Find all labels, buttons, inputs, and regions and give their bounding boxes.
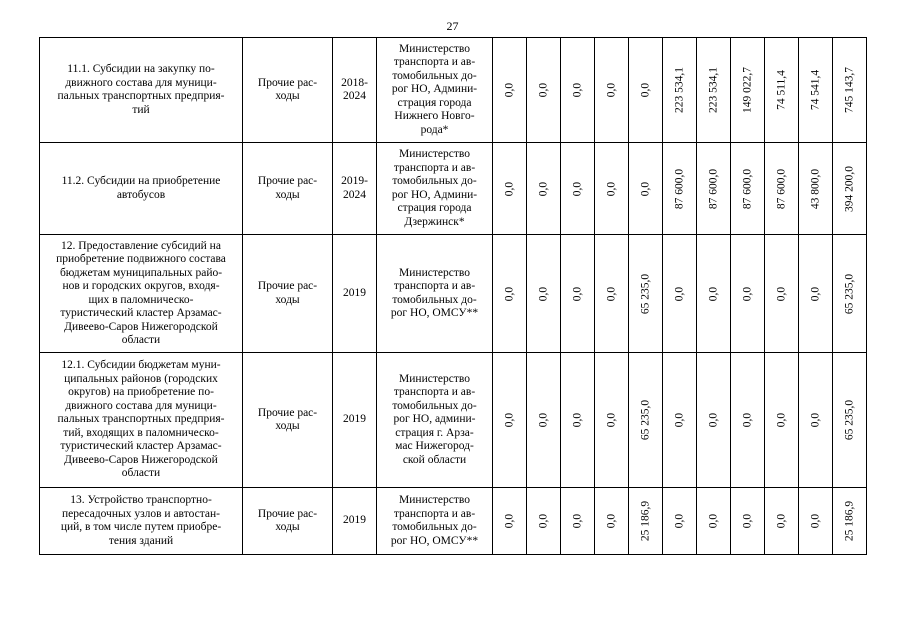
amount-cell-text: 0,0 [706,286,719,301]
executor-cell-text: Министерство транспорта и ав- томобильных до- рог НО, ОМСУ** [390,494,479,547]
amount-cell [799,143,833,235]
amount-cell [595,353,629,488]
amount-cell [561,235,595,353]
table-row [40,38,867,143]
executor-cell [377,143,493,235]
years-cell [333,38,377,143]
amount-cell [629,38,663,143]
amount-cell [731,235,765,353]
page-number: 27 [446,19,459,33]
funding-type-cell [243,235,333,353]
executor-cell [377,353,493,488]
amount-cell [595,488,629,555]
executor-cell [377,488,493,555]
amount-cell [833,143,867,235]
amount-cell [663,235,697,353]
amount-cell-text: 0,0 [536,286,549,301]
measure-description-cell-text: 12. Предоставление субсидий на приобретение подвижного состава бюджетам муниципальных райо- нов и городских округов, входя- щих в паломническо- туристический кластер Арзамас- Дивеево-Саров Нижегородской области [56,239,226,346]
funding-type-cell [243,143,333,235]
amount-cell-text: 65 235,0 [842,273,855,314]
amount-cell [595,235,629,353]
amount-cell [765,235,799,353]
amount-cell-text: 0,0 [808,286,821,301]
funding-type-cell-text: Прочие рас- ходы [257,406,318,432]
amount-cell [765,143,799,235]
amount-cell-text: 0,0 [536,82,549,98]
measure-description-cell [40,143,243,235]
measure-description-cell [40,38,243,143]
amount-cell-text: 223 534,1 [706,67,719,113]
amount-cell [561,353,595,488]
amount-cell [765,353,799,488]
amount-cell [629,353,663,488]
amount-cell [527,353,561,488]
years-cell-text: 2019- 2024 [341,175,368,201]
amount-cell [697,38,731,143]
amount-cell [663,38,697,143]
measure-description-cell [40,488,243,555]
amount-cell-text: 43 800,0 [808,168,821,209]
funding-type-cell-text: Прочие рас- ходы [257,280,318,306]
amount-cell [493,488,527,555]
executor-cell [377,235,493,353]
amount-cell-text: 65 235,0 [638,399,651,441]
measure-description-cell-text: 13. Устройство транспортно- пересадочных узлов и автостан- ций, в том числе путем приобре- тения зданий [60,494,222,547]
amount-cell [493,143,527,235]
amount-cell-text: 223 534,1 [672,67,685,113]
amount-cell-text: 0,0 [808,412,821,428]
amount-cell-text: 394 200,0 [842,165,855,212]
amount-cell-text: 0,0 [502,181,515,196]
amount-cell [493,38,527,143]
amount-cell-text: 0,0 [774,412,787,428]
amount-cell-text: 0,0 [638,181,651,196]
amount-cell-text: 0,0 [638,82,651,98]
amount-cell [527,488,561,555]
amount-cell [731,143,765,235]
amount-cell [799,353,833,488]
amount-cell-text: 0,0 [604,513,617,529]
amount-cell [629,488,663,555]
amount-cell [663,353,697,488]
table-row [40,353,867,488]
amount-cell-text: 0,0 [774,513,787,529]
amount-cell-text: 0,0 [706,412,719,428]
amount-cell-text: 87 600,0 [740,168,753,209]
amount-cell-text: 25 186,9 [638,500,651,542]
amount-cell-text: 87 600,0 [706,168,719,209]
amount-cell-text: 65 235,0 [638,273,651,314]
amount-cell-text: 0,0 [672,286,685,301]
executor-cell-text: Министерство транспорта и ав- томобильных до- рог НО, Админи- страция города Дзержинск* [391,148,478,228]
amount-cell [663,143,697,235]
amount-cell-text: 0,0 [502,82,515,98]
amount-cell-text: 0,0 [536,412,549,428]
measure-description-cell-text: 11.1. Субсидии на закупку по- движного состава для муници- пальных транспортных предприя- тий [57,63,225,116]
amount-cell-text: 0,0 [502,513,515,529]
executor-cell [377,38,493,143]
amount-cell-text: 74 511,4 [774,70,787,110]
amount-cell-text: 0,0 [672,412,685,428]
amount-cell-text: 149 022,7 [740,67,753,113]
amount-cell [493,235,527,353]
amount-cell-text: 0,0 [774,286,787,301]
amount-cell-text: 0,0 [604,286,617,301]
amount-cell [765,38,799,143]
amount-cell-text: 0,0 [604,181,617,196]
amount-cell [561,38,595,143]
amount-cell [833,353,867,488]
amount-cell [799,38,833,143]
amount-cell-text: 0,0 [740,513,753,529]
amount-cell [765,488,799,555]
amount-cell [697,353,731,488]
amount-cell [697,235,731,353]
amount-cell-text: 0,0 [604,412,617,428]
years-cell-text: 2019 [343,286,366,299]
amount-cell [697,143,731,235]
measure-description-cell-text: 12.1. Субсидии бюджетам муни- ципальных районов (городских округов) на приобретение по- движного состава для муници- пальных транспортных предприя- тий, входящих в паломническо- туристический кластер Арзамас- Дивеево-Саров Нижегородской области [57,359,225,480]
amount-cell-text: 0,0 [808,513,821,529]
years-cell [333,488,377,555]
funding-type-cell [243,488,333,555]
table-body [40,38,867,555]
amount-cell-text: 0,0 [570,181,583,196]
amount-cell [799,235,833,353]
amount-cell [799,488,833,555]
amount-cell [629,143,663,235]
amount-cell [629,235,663,353]
years-cell-text: 2019 [343,413,366,426]
amount-cell [527,38,561,143]
amount-cell-text: 745 143,7 [842,67,855,113]
amount-cell [731,488,765,555]
amount-cell-text: 0,0 [536,513,549,529]
amount-cell [731,353,765,488]
amount-cell [561,488,595,555]
amount-cell-text: 25 186,9 [842,500,855,542]
measure-description-cell [40,235,243,353]
executor-cell-text: Министерство транспорта и ав- томобильных до- рог НО, ОМСУ** [390,266,479,319]
amount-cell-text: 87 600,0 [672,168,685,209]
executor-cell-text: Министерство транспорта и ав- томобильных до- рог НО, Админи- страция города Нижнего Новго- рода* [391,42,478,136]
amount-cell [833,235,867,353]
amount-cell-text: 74 541,4 [808,69,821,111]
amount-cell [731,38,765,143]
amount-cell-text: 0,0 [740,286,753,301]
table-row [40,143,867,235]
funding-type-cell-text: Прочие рас- ходы [257,76,318,102]
funding-type-cell [243,38,333,143]
years-cell [333,143,377,235]
amount-cell-text: 0,0 [706,513,719,529]
amount-cell [663,488,697,555]
budget-table [39,37,867,555]
amount-cell [833,38,867,143]
amount-cell-text: 0,0 [502,412,515,428]
amount-cell-text: 0,0 [570,286,583,301]
amount-cell [595,38,629,143]
amount-cell-text: 0,0 [502,286,515,301]
amount-cell-text: 0,0 [570,513,583,529]
measure-description-cell-text: 11.2. Субсидии на приобретение автобусов [61,175,221,201]
amount-cell-text: 87 600,0 [774,168,787,209]
amount-cell [561,143,595,235]
amount-cell-text: 65 235,0 [842,399,855,441]
years-cell-text: 2018- 2024 [341,76,368,102]
amount-cell [833,488,867,555]
measure-description-cell [40,353,243,488]
years-cell [333,353,377,488]
amount-cell-text: 0,0 [570,82,583,98]
amount-cell-text: 0,0 [672,513,685,529]
amount-cell-text: 0,0 [604,82,617,98]
amount-cell [527,143,561,235]
amount-cell-text: 0,0 [740,412,753,428]
table-row [40,235,867,353]
funding-type-cell-text: Прочие рас- ходы [257,507,318,533]
amount-cell [527,235,561,353]
amount-cell [493,353,527,488]
table-row [40,488,867,555]
years-cell-text: 2019 [343,514,366,527]
amount-cell [697,488,731,555]
amount-cell-text: 0,0 [570,412,583,428]
funding-type-cell-text: Прочие рас- ходы [257,175,318,201]
funding-type-cell [243,353,333,488]
amount-cell-text: 0,0 [536,181,549,196]
years-cell [333,235,377,353]
amount-cell [595,143,629,235]
executor-cell-text: Министерство транспорта и ав- томобильных до- рог НО, админи- страция г. Арза- мас Нижегород- ской области [392,372,477,466]
